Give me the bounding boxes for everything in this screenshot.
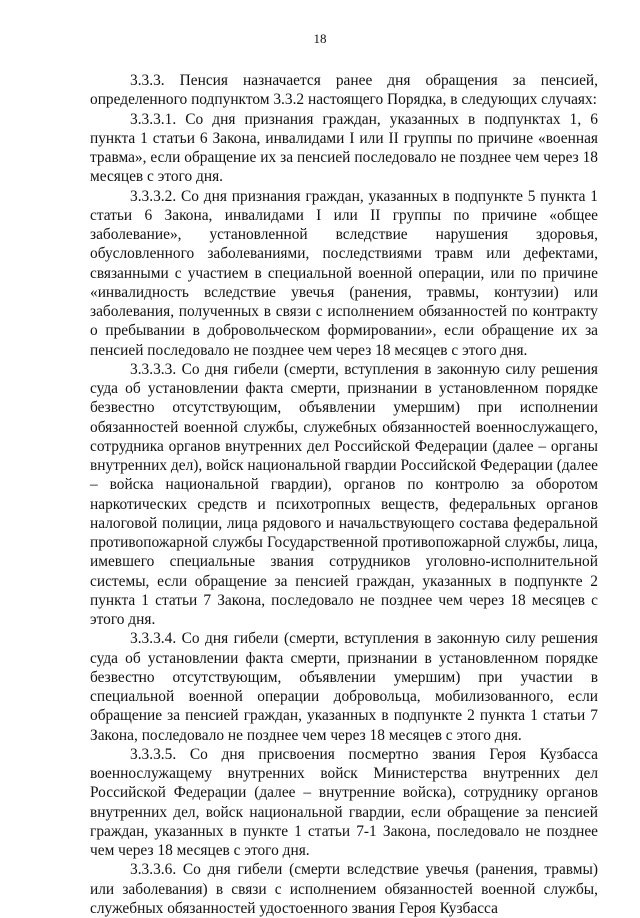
paragraph-3-3-3-3: 3.3.3.3. Со дня гибели (смерти, вступления в законную силу решения суда об установлении факта смерти, признании в установленном порядке безвестно отсутствующим, объявлении умершим) при исполнении обязанностей военной службы, служебных обязанностей военнослужащего, сотрудника органов внутренних дел Российской Федерации (далее – органы внутренних дел), войск национальной гвардии Российской Федерации (далее – войска национальной гвардии), органов по контролю за оборотом наркотических средств и психотропных веществ, федеральных органов налоговой полиции, лица рядового и начальствующего состава федеральной противопожарной службы Государственной противопожарной службы, лица, имевшего специальные звания сотрудников уголовно-исполнительной системы, если обращение за пенсией граждан, указанных в подпункте 2 пункта 1 статьи 7 Закона, последовало не позднее чем через 18 месяцев с этого дня. — [90, 360, 598, 628]
page-number: 18 — [313, 31, 327, 46]
paragraph-3-3-3: 3.3.3. Пенсия назначается ранее дня обращения за пенсией, определенного подпунктом 3.3.2 настоящего Порядка, в следующих случаях: — [90, 72, 598, 109]
paragraph-3-3-3-6: 3.3.3.6. Со дня гибели (смерти вследствие увечья (ранения, травмы) или заболевания) в связи с исполнением обязанностей военной службы, служебных обязанностей удостоенного звания Героя Кузбасса — [90, 861, 598, 917]
paragraph-3-3-3-4: 3.3.3.4. Со дня гибели (смерти, вступления в законную силу решения суда об установлении факта смерти, признании в установленном порядке безвестно отсутствующим, объявлении умершим) при участии в специальной военной операции добровольца, мобилизованного, если обращение за пенсией граждан, указанных в подпункте 2 пункта 1 статьи 7 Закона, последовало не позднее чем через 18 месяцев с этого дня. — [90, 630, 598, 744]
document-body — [90, 71, 598, 918]
paragraph-3-3-3-1: 3.3.3.1. Со дня признания граждан, указанных в подпунктах 1, 6 пункта 1 статьи 6 Закона, инвалидами I или II группы по причине «военная травма», если обращение их за пенсией последовало не позднее чем через 18 месяцев с этого дня. — [90, 110, 598, 186]
paragraph-3-3-3-2: 3.3.3.2. Со дня признания граждан, указанных в подпункте 5 пункта 1 статьи 6 Закона, инвалидами I или II группы по причине «общее заболевание», установленной вследствие нарушения здоровья, обусловленного заболеваниями, последствиями травм или дефектами, связанными с участием в специальной военной операции, или по причине «инвалидность вследствие увечья (ранения, травмы, контузии) или заболевания, полученных в связи с исполнением обязанностей по контракту о пребывании в добровольческом формировании», если обращение их за пенсией последовало не позднее чем через 18 месяцев с этого дня. — [90, 187, 598, 359]
paragraph-3-3-3-5: 3.3.3.5. Со дня присвоения посмертно звания Героя Кузбасса военнослужащему внутренних войск Министерства внутренних дел Российской Федерации (далее – внутренние войска), сотруднику органов внутренних дел, войск национальной гвардии, если обращение за пенсией граждан, указанных в пункте 1 статьи 7-1 Закона, последовало не позднее чем через 18 месяцев с этого дня. — [90, 745, 598, 859]
